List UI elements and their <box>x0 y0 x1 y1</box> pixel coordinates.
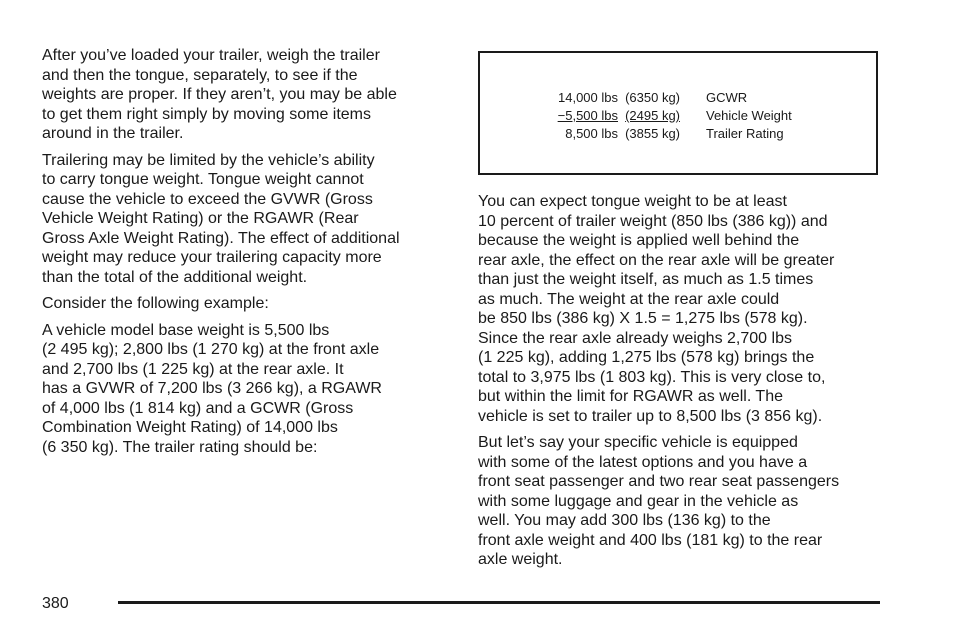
calc-desc: GCWR <box>706 90 748 105</box>
calc-lbs: −5,500 lbs <box>557 108 618 123</box>
paragraph-consider-example: Consider the following example: <box>42 295 269 312</box>
calc-kg: (6350 kg) <box>625 90 680 105</box>
paragraph-tongue-weight-limits: Trailering may be limited by the vehicle’s ability to carry tongue weight. Tongue weight cannot cause the vehicle to exceed the GVWR (Gross Vehicle Weight Rating) or the RGAWR (Rear Gross Axle Weight Rating). The effect of additional weight may reduce your trailering capacity more than the total of the additional weight. <box>42 151 400 286</box>
footer-divider <box>118 601 880 604</box>
calc-lbs: 14,000 lbs <box>558 90 618 105</box>
calc-desc: Trailer Rating <box>706 126 784 141</box>
calc-row-vehicle-weight <box>546 107 792 125</box>
page-number: 380 <box>42 595 69 612</box>
calc-row-trailer-rating <box>546 125 792 143</box>
calc-kg: (3855 kg) <box>625 126 680 141</box>
left-column <box>42 46 452 464</box>
calc-lbs: 8,500 lbs <box>565 126 618 141</box>
paragraph-additional-options: But let’s say your specific vehicle is equipped with some of the latest options and you have a front seat passenger and two rear seat passengers with some luggage and gear in the vehicle as well. You may add 300 lbs (136 kg) to the front axle weight and 400 lbs (181 kg) to the rear axle weight. <box>478 434 840 568</box>
paragraph-example-vehicle: A vehicle model base weight is 5,500 lbs (2 495 kg); 2,800 lbs (1 270 kg) at the front axle and 2,700 lbs (1 225 kg) at the rear axle. It has a GVWR of 7,200 lbs (3 266 kg), a RGAWR of 4,000 lbs (1 814 kg) and a GCWR (Gross Combination Weight Rating) of 14,000 lbs (6 350 kg). The trailer rating should be: <box>42 321 382 456</box>
calc-kg: (2495 kg) <box>625 108 680 123</box>
paragraph-weigh-trailer: After you’ve loaded your trailer, weigh the trailer and then the tongue, separately, to see if the weights are proper. If they aren’t, you may be able to get them right simply by moving some items around in the trailer. <box>42 47 397 142</box>
right-column <box>478 192 888 577</box>
calc-desc: Vehicle Weight <box>706 108 792 123</box>
paragraph-tongue-weight-effect: You can expect tongue weight to be at least 10 percent of trailer weight (850 lbs (386 kg)) and because the weight is applied well behind the rear axle, the effect on the rear axle will be greater than just the weight itself, as much as 1.5 times as much. The weight at the rear axle could be 850 lbs (386 kg) X 1.5 = 1,275 lbs (578 kg). Since the rear axle already weighs 2,700 lbs (1 225 kg), adding 1,275 lbs (578 kg) brings the total to 3,975 lbs (1 803 kg). This is very close to, but within the limit for RGAWR as well. The vehicle is set to trailer up to 8,500 lbs (3 856 kg). <box>478 193 835 425</box>
calc-row-gcwr <box>546 89 792 107</box>
trailer-rating-calculation-box <box>478 51 878 175</box>
calculation-table <box>546 89 792 143</box>
